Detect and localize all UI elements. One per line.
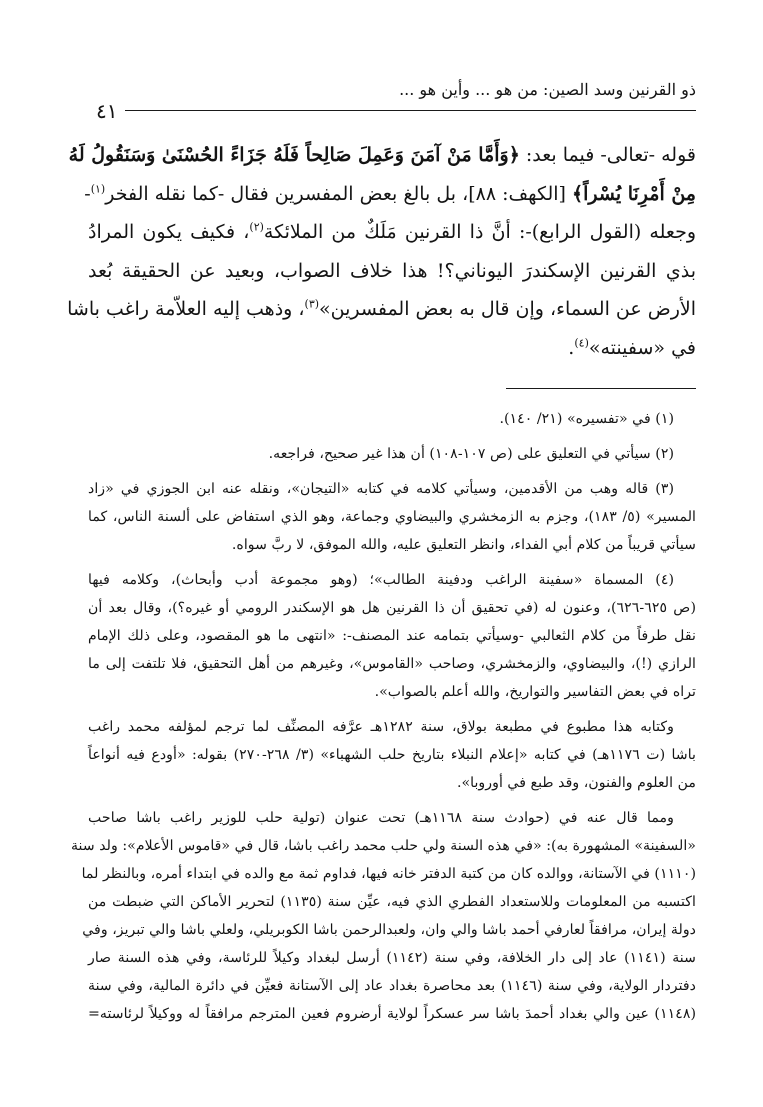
footnote-marker: (٢) [249, 220, 264, 234]
footnote [88, 440, 696, 468]
text-span: ، وذهب إليه العلاّمة راغب باشا [67, 298, 305, 321]
main-text-line [84, 175, 696, 214]
book-page [67, 58, 697, 1035]
footnote [70, 804, 697, 1028]
main-text-line [68, 136, 696, 175]
footnote-line: باشا (ت ١١٧٦هـ) في كتابه «إعلام النبلاء بتاريخ حلب الشهباء» (٣/ ٢٦٨-٢٧٠) بقوله: «أودع فيه أنواعاً [88, 746, 696, 763]
page-number: ٤١ [88, 99, 125, 123]
footnote-line: (ص ٦٢٥-٦٢٦)، وعنون له (في تحقيق أن ذا القرنين هل هو الإسكندر الرومي أو غيره؟)، وقال بعد أن [88, 599, 696, 616]
footnote-line: المسير» (٥/ ١٨٣)، وجزم به الزمخشري والبيضاوي وجماعة، وهو الذي استفاض على ألسنة الناس، كما [88, 508, 696, 525]
footnote-separator [506, 388, 696, 389]
main-text-line [88, 329, 696, 368]
footnote-marker: (٤) [574, 336, 589, 350]
quran-verse: مِنْ أَمْرِنَا يُسْراً﴾ [571, 182, 696, 205]
footnote-line: اكتسبه من المعلومات وللاستعداد الفطري الذي فيه، عيِّن سنة (١١٣٥) لتحرير الأماكن التي ضبطت من [88, 893, 696, 910]
main-text-line [67, 290, 696, 329]
main-text [67, 136, 696, 368]
footnote [88, 405, 696, 433]
footnote-line: سيأتي قريباً من كلام أبي الفداء، وانظر التعليق عليه، والله الموفق، لا ربَّ سواه. [231, 536, 696, 553]
text-span: في «سفينته» [588, 336, 696, 359]
footnote-line: دولة إيران، مرافقاً لعارفي أحمد باشا والي وان، ولعبدالرحمن باشا الكوبريلي، ولعلي باشا والي تبريز، وفي [82, 921, 696, 938]
text-span: . [568, 336, 575, 359]
footnote-line: (٤) المسماة «سفينة الراغب ودفينة الطالب»؛ (وهو مجموعة أدب وأبحاث)، وكلامه فيها [88, 571, 674, 588]
footnote-line: وكتابه هذا مطبوع في مطبعة بولاق، سنة ١٢٨٢هـ عرَّفه المصنِّف لما ترجم لمؤلفه محمد راغب [88, 718, 674, 735]
footnote-line: الرازي (!)، والبيضاوي، والزمخشري، وصاحب «القاموس»، وغيرهم من أهل التحقيق، فلا تلتفت إلى ما [88, 655, 696, 672]
footnote-line: (٣) قاله وهب من الأقدمين، وسيأتي كلامه في كتابه «التيجان»، ونقله عنه ابن الجوزي في «زاد [88, 480, 674, 497]
footnote-line: «السفينة» المشهورة به): «في هذه السنة ولي حلب محمد راغب باشا، قال في «قاموس الأعلام»: ولد سنة [70, 837, 696, 854]
footnote [88, 475, 696, 559]
main-text-line [88, 252, 696, 291]
footnote-marker: (٣) [304, 298, 320, 312]
text-span: الأرض عن السماء، وإن قال به بعض المفسرين» [319, 298, 696, 321]
text-span: [الكهف: ٨٨]، بل بالغ بعض المفسرين فقال -كما نقله الفخر [105, 182, 572, 205]
running-title: ذو القرنين وسد الصين: من هو ... وأين هو ... [399, 80, 696, 99]
footnote [88, 713, 696, 797]
footnote-marker: (١) [90, 182, 106, 196]
footnote-line: (١) في «تفسيره» (٢١/ ١٤٠). [499, 410, 674, 427]
footnote-line: (٢) سيأتي في التعليق على (ص ١٠٧-١٠٨) أن هذا غير صحيح، فراجعه. [268, 445, 674, 462]
footnote-line: سنة (١١٤١) عاد إلى دار الخلافة، وفي سنة (١١٤٢) أرسل لبغداد وكيلاً للرئاسة، وفي هذه السنة صار [88, 949, 696, 966]
text-span: قوله -تعالى- فيما بعد: [519, 144, 696, 166]
footnote-line: (١١٤٨) عين والي بغداد أحمدَ باشا سر عسكراً لولاية أرضروم فعين المترجم مرافقاً له ووكيلاً لرئاسته= [88, 1005, 696, 1022]
text-span: بذي القرنين الإسكندرَ اليوناني؟! هذا خلاف الصواب، وبعيد عن الحقيقة بُعد [88, 259, 696, 282]
running-header [88, 58, 696, 123]
footnote-line: من العلوم والفنون، وقد طبع في أوروبا». [456, 774, 696, 791]
footnote-line: دفتردار الولاية، وفي سنة (١١٤٦) بعد محاصرة بغداد عاد إلى الآستانة فعيِّن في دائرة المالية، وفي سنة [88, 977, 697, 994]
text-span: - [84, 182, 91, 205]
footnote-line: (١١١٠) في الآستانة، ووالده كان من كتبة الدفتر خانه فيها، فداوم ثمة مع والده في ابتداء أمره، وبالنظر لما [81, 865, 696, 882]
quran-verse: ﴿وَأَمَّا مَنْ آمَنَ وَعَمِلَ صَالِحاً فَلَهُ جَزَاءً الحُسْنَىٰ وَسَنَقُولُ لَهُ [68, 144, 520, 166]
text-span: ، فكيف يكون المرادُ [88, 221, 250, 244]
main-text-line [88, 213, 696, 252]
footnote-line: تراه في بعض التفاسير والتواريخ، والله أعلم بالصواب». [374, 683, 696, 700]
footnote-line: نقل طرفاً من كلام الثعالبي -وسيأتي بتمامه عند المصنف-: «انتهى ما هو المقصود، وعلى ذلك الإمام [88, 627, 696, 644]
text-span: وجعله (القول الرابع)-: أنَّ ذا القرنين مَلَكٌ من الملائكة [263, 221, 696, 244]
footnotes [70, 405, 697, 1028]
footnote-line: ومما قال عنه في (حوادث سنة ١١٦٨هـ) تحت عنوان (تولية حلب للوزير راغب باشا صاحب [88, 809, 674, 826]
footnote [88, 566, 696, 706]
